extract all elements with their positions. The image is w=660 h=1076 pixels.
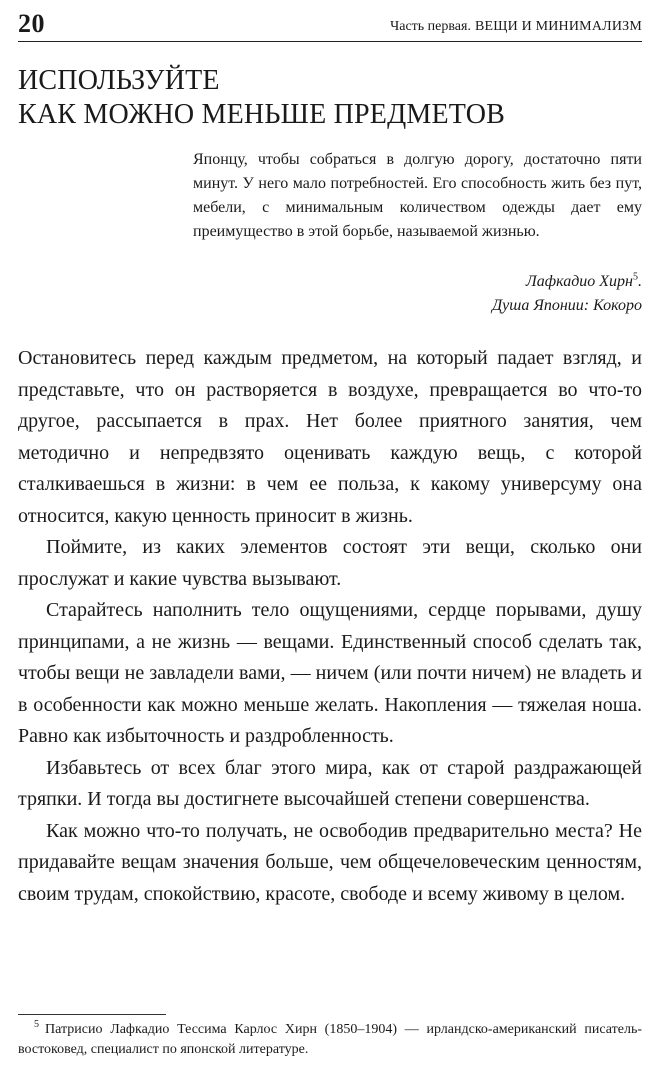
part-label: Часть первая. xyxy=(390,19,471,34)
chapter-title xyxy=(18,64,505,132)
epigraph-author-suffix: . xyxy=(638,273,642,290)
paragraph: Как можно что-то получать, не освободив предварительно места? Не придавайте вещам значения больше, чем общечеловеческим ценностям, своим трудам, спокойствию, красоте, свободе и всему живому в целом. xyxy=(18,819,642,905)
footnote-divider xyxy=(18,1014,166,1015)
paragraph: Остановитесь перед каждым предметом, на который падает взгляд, и представьте, что он растворяется в воздухе, превращается во что-то другое, рассыпается в прах. Нет более приятного занятия, чем методично и непредвзято оценивать каждую вещь, с которой сталкиваешься в жизни: в чем ее польза, к какому универсуму она относится, какую ценность приносит в жизнь. xyxy=(18,347,642,527)
epigraph-author-line xyxy=(492,270,642,294)
paragraph: Старайтесь наполнить тело ощущениями, сердце порывами, душу принципами, а не жизнь — вещами. Единственный способ сделать так, чтобы вещи не завладели вами, — ничем (или почти ничем) не владеть и в особенности как можно меньше желать. Накопления — тяжелая ноша. Равно как избыточность и раздробленность. xyxy=(18,599,642,747)
page-number: 20 xyxy=(18,9,45,38)
footnote-marker: 5 xyxy=(34,1019,39,1031)
epigraph-author: Лафкадио Хирн xyxy=(525,273,633,290)
epigraph-source: Душа Японии: Кокоро xyxy=(491,297,642,314)
footnote-text: Патрисио Лафкадио Тессима Карлос Хирн (1850–1904) — ирландско-американский писатель-востоковед, специалист по японской литературе. xyxy=(18,1022,642,1057)
paragraph: Избавьтесь от всех благ этого мира, как от старой раздражающей тряпки. И тогда вы достигнете высочайшей степени совершенства. xyxy=(18,756,642,810)
footnote xyxy=(18,1020,642,1060)
chapter-title-line-2: КАК МОЖНО МЕНЬШЕ ПРЕДМЕТОВ xyxy=(18,99,505,130)
footnote-reference[interactable]: 5 xyxy=(633,271,638,283)
body-text xyxy=(18,343,642,910)
section-title: ВЕЩИ И МИНИМАЛИЗМ xyxy=(474,19,642,34)
running-header xyxy=(18,6,642,42)
epigraph xyxy=(193,148,642,244)
running-header-title xyxy=(390,20,642,37)
epigraph-text: Японцу, чтобы собраться в долгую дорогу, достаточно пяти минут. У него мало потребностей. Его способность жить без пут, мебели, с минимальным количеством одежды дает ему преимущество в этой борьбе, называемой жизнью. xyxy=(193,151,642,240)
epigraph-attribution xyxy=(492,270,642,318)
chapter-title-line-1: ИСПОЛЬЗУЙТЕ xyxy=(18,65,220,96)
paragraph: Поймите, из каких элементов состоят эти вещи, сколько они прослужат и какие чувства вызывают. xyxy=(18,536,642,590)
